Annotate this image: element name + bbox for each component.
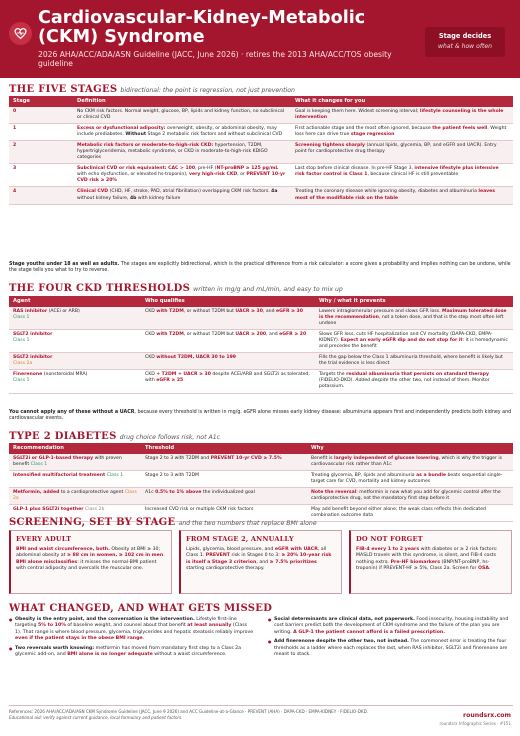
header-banner	[0, 0, 520, 78]
table-row	[9, 370, 513, 393]
why-cell: Targets the residual albuminuria that persists on standard therapy (FIDELIO-DKD). Added despite the other two, not instead of them. Monitor potassium.	[315, 370, 513, 393]
card-from-stage-2	[179, 530, 342, 594]
t2d-heading	[9, 430, 220, 443]
list-item: ● Obesity is the entry point, and the conversation is the intervention. Lifestyle first-line targeting 5% to 10% of baseline weight, and counsel about that benefit at least annually (Class 1). That range is where blood pressure, glycemia, triglycerides and hepatic steatosis reliably improve even if the patient stays in the obese BMI range.	[9, 617, 254, 643]
why-cell: Fills the gap below the Class 1 albuminuria threshold, where benefit is likely but the trial evidence is less direct	[315, 353, 513, 370]
stage-cell: 2	[9, 141, 73, 164]
col-changes: What it changes for you	[291, 96, 513, 107]
five-stages-table	[9, 96, 513, 205]
ckd-title: THE FOUR CKD THRESHOLDS	[9, 283, 191, 294]
ckd-note: You cannot apply any of these without a UACR, because every threshold is written in mg/g. eGFR alone misses early kidney disease: albuminuria appears first and independently predicts both kidney and cardiovascular events.	[9, 410, 512, 422]
page-subtitle: 2026 AHA/ACC/ADA/ASN Guideline (JACC, June 2026) · retires the 2013 AHA/ACC/TOS obesity guideline	[38, 50, 392, 69]
card-title: EVERY ADULT	[16, 535, 72, 543]
changed-list-right	[268, 617, 513, 662]
screening-subtitle: and the two numbers that replace BMI alone	[178, 520, 317, 527]
ckd-table	[9, 296, 513, 394]
change-cell: Treating the coronary disease while ignoring obesity, diabetes and albuminuria leaves most of the modifiable risk on the table	[291, 187, 513, 204]
stage-badge-subtitle: what & how often	[438, 42, 492, 50]
why-cell: Note the reversal: metformin is now what you add for glycemic control after the cardioprotective drug, not the mandatory first step before it	[307, 488, 513, 505]
stage-cell: 1	[9, 123, 73, 140]
agent-cell: SGLT2 inhibitor Class 1	[9, 330, 141, 353]
recommendation-cell: Intensified multifactorial treatment Class 1	[9, 470, 141, 487]
col-t2d-why: Why	[307, 443, 513, 454]
table-row	[9, 307, 513, 330]
logo	[9, 22, 32, 45]
disclaimer-text: Educational aid: verify against current guidance, local formulary and patient factors.	[9, 714, 183, 720]
table-row	[9, 330, 513, 353]
t2d-title: TYPE 2 DIABETES	[9, 431, 117, 442]
table-row	[9, 353, 513, 370]
t2d-table	[9, 443, 513, 522]
stages-note: Stage youths under 18 as well as adults. The stages are explicitly bidirectional, which is the practical difference from a risk calculator: a score gives a probability and implies nothing can be undone, while the stage tells you what to try to reverse.	[9, 262, 511, 274]
five-stages-heading	[9, 83, 295, 96]
col-threshold: Threshold	[141, 443, 307, 454]
card-body: FIB-4 every 1 to 2 years with diabetes or ≥ 2 risk factors: MASLD travels with this syndrome, is silent, and FIB-4 costs nothing extra. Pre-HF biomarkers (BNP/NT-proBNP, hs-troponin) if PREVENT-HF ≥ 5%, Class 2a. Screen for OSA.	[356, 546, 498, 572]
agent-cell: Finerenone (nonsteroidal MRA) Class 1	[9, 370, 141, 393]
table-row	[9, 164, 513, 187]
change-cell: First actionable stage and the most often ignored, because the patient feels well. Weight loss here can drive true stage regression	[291, 123, 513, 140]
card-title: DO NOT FORGET	[356, 535, 423, 543]
threshold-cell: Increased CVD risk or multiple CKM risk factors	[141, 505, 307, 522]
definition-cell: Metabolic risk factors or moderate-to-high-risk CKD: hypertension, T2DM, hypertriglyceridemia, metabolic syndrome, or CKD in moderate-to-high-risk KDIGO categories	[73, 141, 291, 164]
stage-badge-title: Stage decides	[438, 32, 492, 40]
recommendation-cell: GLP-1 plus SGLT2i together Class 2b	[9, 505, 141, 522]
brand-series: roundsrx Infographic Series · #151	[439, 721, 511, 727]
who-cell: CKD with T2DM, or without T2DM but UACR ≥ 30, and eGFR ≥ 30	[141, 307, 315, 330]
five-stages-title: THE FIVE STAGES	[9, 84, 118, 95]
definition-cell: Excess or dysfunctional adiposity: overweight, obesity, or abdominal obesity, may include prediabetes. Without Stage 2 metabolic risk factors and without subclinical CVD	[73, 123, 291, 140]
card-every-adult	[9, 530, 172, 594]
who-cell: CKD + T2DM + UACR ≥ 30 despite ACEi/ARB and SGLT2i as tolerated, with eGFR ≥ 25	[141, 370, 315, 393]
ckd-heading	[9, 282, 343, 295]
col-definition: Definition	[73, 96, 291, 107]
stage-cell: 3	[9, 164, 73, 187]
col-why: Why / what it prevents	[315, 296, 513, 307]
agent-cell: RAS inhibitor (ACEi or ARB) Class 1	[9, 307, 141, 330]
card-do-not-forget	[349, 530, 512, 594]
page-title: Cardiovascular-Kidney-Metabolic (CKM) Syndrome	[38, 8, 366, 47]
stage-cell: 4	[9, 187, 73, 204]
table-row	[9, 123, 513, 140]
table-row	[9, 454, 513, 471]
table-row	[9, 488, 513, 505]
threshold-cell: A1c 0.5% to 1% above the individualized goal	[141, 488, 307, 505]
recommendation-cell: Metformin, added to a cardioprotective agent Class 2a	[9, 488, 141, 505]
col-recommendation: Recommendation	[9, 443, 141, 454]
why-cell: Lowers intraglomerular pressure and slows GFR loss. Maximum tolerated dose is the recommendation, not a token dose, and that is the step most often left undone	[315, 307, 513, 330]
table-row	[9, 187, 513, 204]
change-cell: Goal is keeping them here. Widest screening interval; lifestyle counseling is the whole intervention	[291, 107, 513, 124]
changed-title: WHAT CHANGED, AND WHAT GETS MISSED	[9, 603, 273, 614]
stage-badge	[425, 27, 505, 57]
brand-block	[440, 712, 511, 727]
references-text: References: 2026 AHA/ACC/ADA/ASN CKM Syndrome Guideline (JACC, June 9 2026) and ACC Guideline-at-a-Glance · PREVENT (AHA) · DAPA-CKD · EMPA-KIDNEY · FIDELIO-DKD.	[9, 709, 369, 714]
t2d-subtitle: drug choice follows risk, not A1c	[119, 434, 221, 441]
col-agent: Agent	[9, 296, 141, 307]
definition-cell: No CKM risk factors. Normal weight, glucose, BP, lipids and kidney function, no subclinical or clinical CVD	[73, 107, 291, 124]
screening-title: SCREENING, SET BY STAGE	[9, 517, 176, 528]
table-row	[9, 107, 513, 124]
five-stages-subtitle: bidirectional: the point is regression, not just prevention	[120, 87, 295, 94]
ckd-subtitle: written in mg/g and mL/min, and easy to mix up	[193, 286, 343, 293]
footer-divider	[9, 705, 513, 706]
recommendation-cell: SGLT2i or GLP-1-based therapy with proven benefit Class 1	[9, 454, 141, 471]
brand-name[interactable]: roundsrx.com	[463, 712, 511, 719]
why-cell: Treating glycemia, BP, lipids and albuminuria as a bundle beats sequential single-target care for CVD, mortality and kidney outcomes	[307, 470, 513, 487]
list-item: ● Two reversals worth knowing: metformin has moved from mandatory first step to a Class 2a glycemic add-on, and BMI alone is no longer adequate without a waist circumference.	[9, 646, 254, 659]
definition-cell: Clinical CVD (CHD, HF, stroke, PAD, atrial fibrillation) overlapping CKM risk factors. 4a without kidney failure, 4b with kidney failure	[73, 187, 291, 204]
heart-icon	[14, 27, 27, 40]
footer-references	[9, 709, 409, 721]
table-row	[9, 141, 513, 164]
stage-cell: 0	[9, 107, 73, 124]
why-cell: Benefit is largely independent of glucose lowering, which is why the trigger is cardiovascular risk rather than A1c	[307, 454, 513, 471]
col-who: Who qualifies	[141, 296, 315, 307]
who-cell: CKD without T2DM, UACR 30 to 199	[141, 353, 315, 370]
card-body: Lipids, glycemia, blood pressure, and eGFR with UACR, all Class 1. PREVENT risk in Stages 0 to 3: ≥ 20% 10-year risk is itself a Stage 3 criterion, and ≥ 7.5% prioritizes starting cardioprotective therapy.	[186, 546, 332, 572]
threshold-cell: Stage 2 to 3 with T2DM	[141, 470, 307, 487]
card-body: BMI and waist circumference, both. Obesity at BMI ≥ 30; abdominal obesity at ≥ 88 cm in women, ≥ 102 cm in men. BMI alone misclassifies: it misses the normal-BMI patient with central adiposity and overcalls the muscular one.	[16, 546, 165, 572]
definition-cell: Subclinical CVD or risk equivalent: CAC > 100, pre-HF (NT-proBNP ≥ 125 pg/mL with echo dysfunction, or elevated hs-troponin), very high-risk CKD, or PREVENT 10-yr CVD risk ≥ 20%	[73, 164, 291, 187]
card-title: FROM STAGE 2, ANNUALLY	[186, 535, 294, 543]
agent-cell: SGLT2 inhibitor Class 2a	[9, 353, 141, 370]
table-row	[9, 470, 513, 487]
list-item: ● Social determinants are clinical data, not paperwork. Food insecurity, housing instability and cost barriers predict both the development of CKM syndrome and the failure of the plan you are writing. A GLP-1 the patient cannot afford is a failed prescription.	[268, 617, 513, 636]
col-stage: Stage	[9, 96, 73, 107]
why-cell: May add benefit beyond either alone; the weak class reflects thin dedicated combination outcome data	[307, 505, 513, 522]
change-cell: Last stop before clinical disease. In pre-HF Stage 3, intensive lifestyle plus intensive risk factor control is Class 1, because clinical HF is still preventable	[291, 164, 513, 187]
threshold-cell: Stage 2 to 3 with T2DM and PREVENT 10-yr CVD ≥ 7.5%	[141, 454, 307, 471]
who-cell: CKD with T2DM, or without T2DM but UACR ≥ 200, and eGFR ≥ 20	[141, 330, 315, 353]
list-item: ● Add finerenone despite the other two, not instead. The commonest error is treating the four thresholds as a ladder where each replaces the last, when RAS inhibitor, SGLT2i and finerenone are meant to stack.	[268, 639, 513, 658]
changed-heading	[9, 602, 272, 615]
change-cell: Screening tightens sharply (annual lipids, glycemia, BP, and eGFR and UACR). Entry point for cardioprotective drug therapy	[291, 141, 513, 164]
why-cell: Slows GFR loss, cuts HF hospitalization and CV mortality (DAPA-CKD, EMPA-KIDNEY). Expect an early eGFR dip and do not stop for it: it is hemodynamic and precedes the benefit	[315, 330, 513, 353]
changed-list-left	[9, 617, 254, 662]
screening-heading	[9, 516, 317, 529]
